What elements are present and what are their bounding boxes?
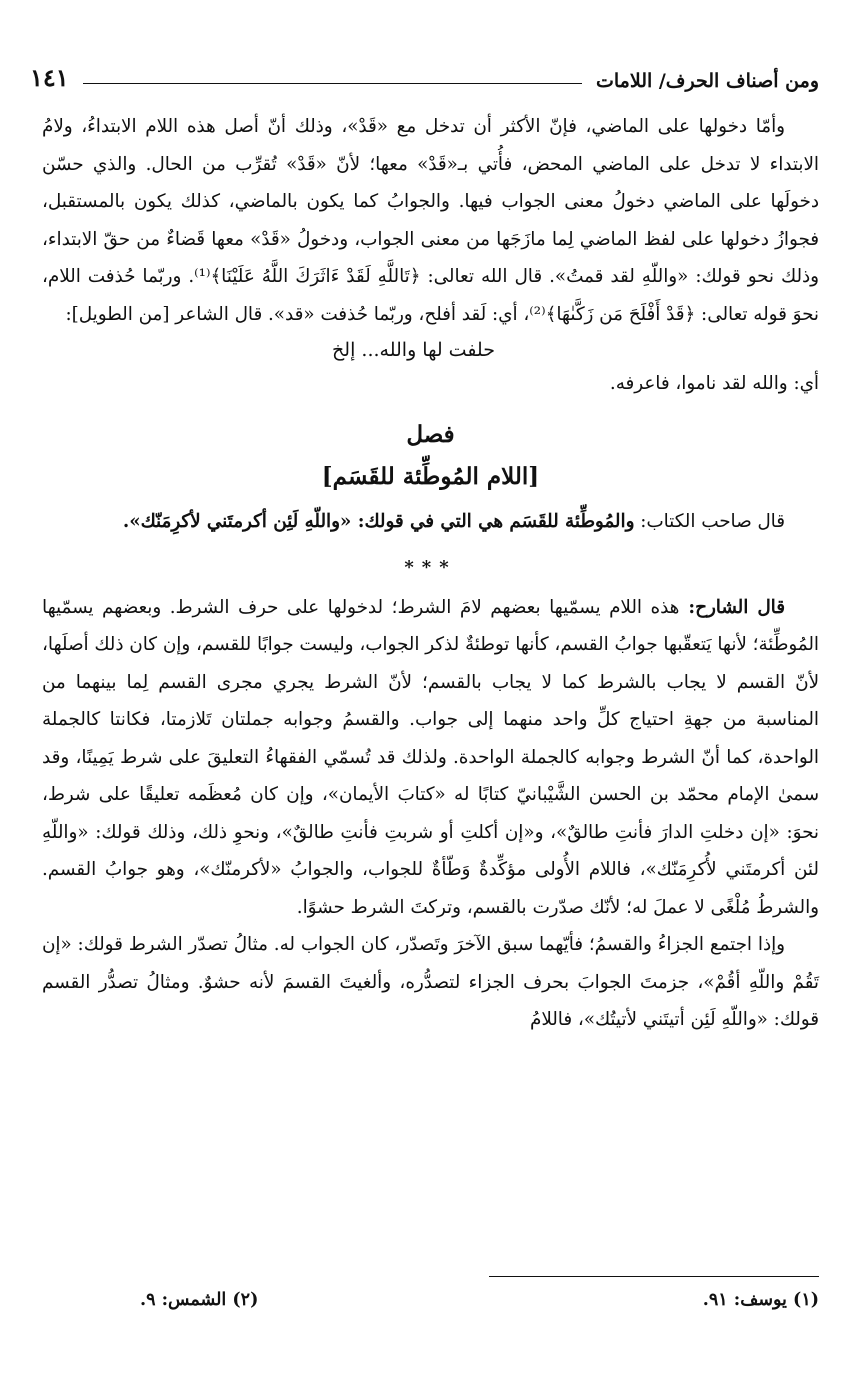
page-number: ١٤١: [30, 63, 69, 92]
footnote-1: (١) يوسف: ٩١.: [702, 1290, 819, 1310]
footnotes: [140, 1290, 819, 1310]
separator-stars: ***: [404, 556, 457, 578]
running-title: ومن أصناف الحرف/ اللامات: [596, 70, 819, 92]
page-header: [30, 48, 819, 92]
author-text: والمُوطِّئة للقَسَم هي التي في قولك: «واللّهِ لَئِن أكرمتَني لأكرِمَنّك».: [122, 511, 635, 532]
verse-note: أي: والله لقد ناموا، فاعرفه.: [609, 373, 819, 394]
commentary-paragraph: [42, 589, 819, 927]
commentator-label: قال الشارح:: [679, 596, 785, 618]
section-title: فصل: [406, 421, 455, 448]
author-intro: قال صاحب الكتاب:: [634, 511, 785, 532]
header-rule: [83, 83, 582, 84]
footnote-2: (٢) الشمس: ٩.: [140, 1290, 259, 1310]
author-statement: [42, 503, 819, 541]
paragraph-condition-oath: وإذا اجتمع الجزاءُ والقسمُ؛ فأيّهما سبق الآخرَ وتَصدّر، كان الجواب له. مثالُ تصدّر الشرط قولك: «إن تَقُمْ واللّهِ أقُمْ»، جزمتَ الجوابَ بحرف الجزاء لتصدُّره، وألغيتَ القسمَ لأنه حشوٌ. ومثالُ تصدُّر القسم قولك: «واللّهِ لَئِن أتيتَني لأتيتُك»، فاللامُ: [42, 934, 819, 1030]
commentary-text: هذه اللام يسمّيها بعضهم لامَ الشرط؛ لدخولها على حرف الشرط. وبعضهم يسمّيها المُوطِّئة؛ لأنها يَتعقّبها جوابُ القسم، كأنها توطئةٌ لذكر الجواب، وليست جوابًا للقسم، وإن كان ذلك أصلَها، لأنّ القسم لا يجاب بالشرط كما لا يجاب بالقسم؛ لأنّ الشرط يجري مجرى القسم لِما بينهما من المناسبة من جهةِ احتياج كلِّ واحد منهما إلى جواب. والقسمُ وجوابه جملتان تَلازمتا، فكانتا كالجملة الواحدة، كما أنّ الشرط وجوابه كالجملة الواحدة. ولذلك قد تُسمّي الفقهاءُ التعليقَ على شرط يَمِينًا، وقد سمىٰ الإمام محمّد بن الحسن الشَّيْبانيّ كتابًا له «كتابَ الأيمان»، وإن كان مُعظَمه تعليقًا على شرط، نحوَ: «إن دخلتِ الدارَ فأنتِ طالقٌ»، و«إن أكلتِ أو شربتِ فأنتِ طالقٌ»، ونحوِ ذلك، وذلك قولك: «واللّهِ لئن أكرمتَني لأُكرِمَنّك»، فاللام الأُولى مؤكِّدةٌ وَطّأةٌ للجواب، والجوابُ «لأكرمنّك»، وهو جوابُ القسم. والشرطُ مُلْغًى لا عملَ له؛ لأنّك صدّرت بالقسم، وتركتَ الشرط حشوًا.: [42, 596, 819, 918]
paragraph-past-tense: وأمّا دخولها على الماضي، فإنّ الأكثر أن تدخل مع «قَدْ»، وذلك أنّ أصل هذه اللام الابتداءُ، ولامُ الابتداء لا تدخل على الماضي المحض، فأُتي بـ«قَدْ» معها؛ لأنّ «قَدْ» تُقرِّب من الحال. والذي حسّن دخولَها على الماضي دخولُ معنى الجواب فيها. والجوابُ كما يكون بالماضي، كذلك يكون بالمستقبل، فجوازُ دخولها على لفظ الماضي لِما مازَجَها من معنى الجواب، ودخولُ «قَدْ» معها قَضاءٌ من حقّ الابتداء، وذلك نحو قولك: «واللّهِ لقد قمتُ». قال الله تعالى: ﴿تَاللَّهِ لَقَدْ ءَاثَرَكَ اللَّهُ عَلَيْنَا﴾⁽¹⁾. وربّما حُذفت اللام، نحوَ قوله تعالى: ﴿قَدْ أَفْلَحَ مَن زَكَّىٰهَا﴾⁽²⁾، أي: لَقد أفلح، وربّما حُذفت «قد». قال الشاعر [من الطويل]:: [42, 116, 819, 325]
page-body: [42, 108, 819, 1039]
footnote-rule: [489, 1276, 819, 1277]
section-subtitle: [اللام المُوطِّئة للقَسَم]: [321, 463, 540, 490]
poetry-verse: حلفت لها والله... إلخ: [332, 339, 495, 361]
